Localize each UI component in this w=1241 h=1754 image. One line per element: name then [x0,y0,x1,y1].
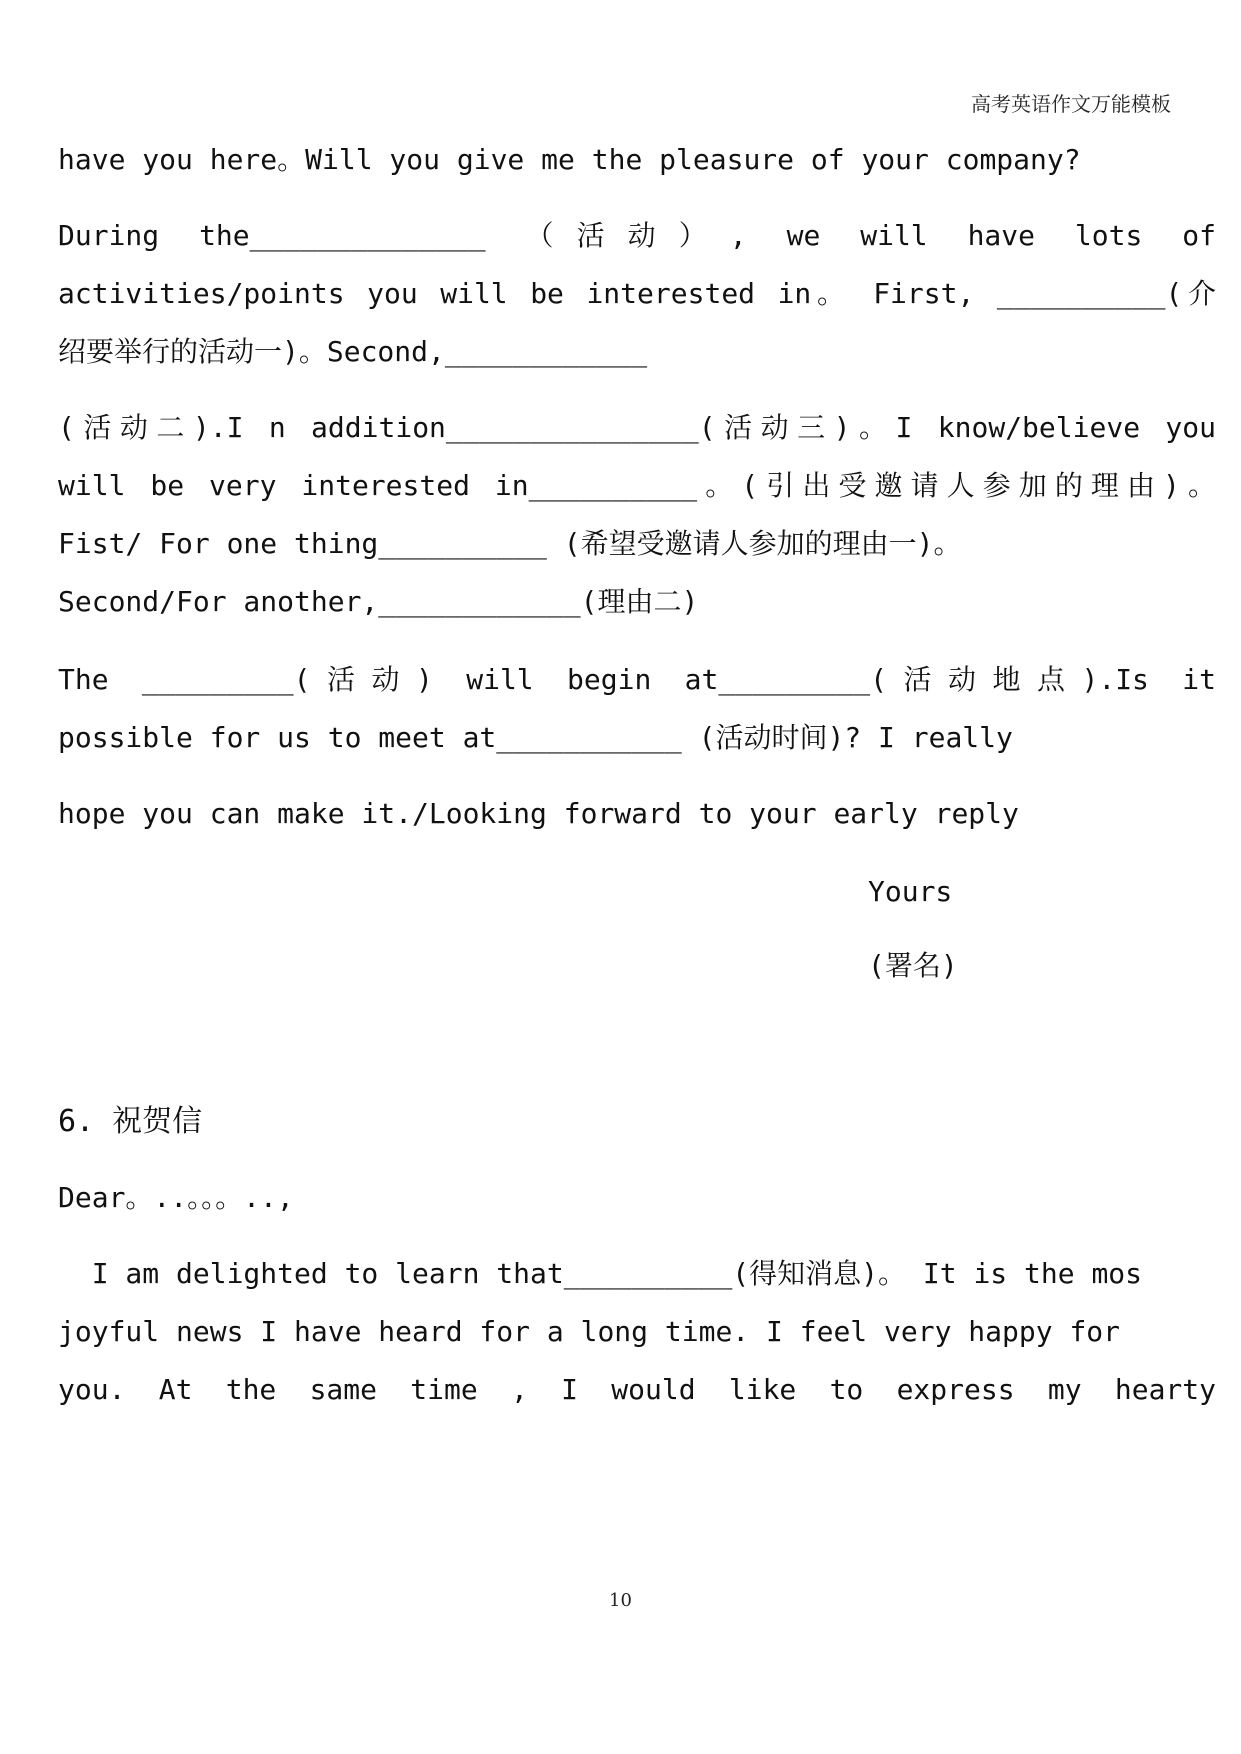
body-line: Fist/ For one thing__________ (希望受邀请人参加的理由一)。 [58,527,962,560]
letter-signature: (署名) [868,949,958,982]
body-line: you. At the same time , I would like to express my hearty [58,1373,1216,1406]
body-line: will be very interested in__________。(引出受邀请人参加的理由)。 [58,469,1216,502]
salutation: Dear。..。。。.., [58,1181,294,1214]
body-line: hope you can make it./Looking forward to your early reply [58,797,1019,830]
letter-closing: Yours [868,875,953,908]
running-header: 高考英语作文万能模板 [971,92,1171,116]
page-number: 10 [609,1590,632,1611]
body-line: 绍要举行的活动一)。Second,____________ [58,335,648,368]
body-line: have you here。Will you give me the pleasure of your company? [58,143,1081,176]
body-line: possible for us to meet at___________ (活动时间)? I really [58,721,1013,754]
body-line: I am delighted to learn that__________(得知消息)。 It is the mos [58,1257,1143,1290]
body-line: During the______________ （活动）, we will have lots of [58,219,1216,252]
body-line: activities/points you will be interested in。 First, __________(介 [58,277,1216,310]
body-line: The _________(活动) will begin at_________(活动地点).Is it [58,663,1216,696]
body-line: joyful news I have heard for a long time. I feel very happy for [58,1315,1121,1348]
section-heading: 6. 祝贺信 [58,1104,203,1139]
body-line: Second/For another,____________(理由二) [58,585,699,618]
body-line: (活动二).I n addition_______________(活动三)。I know/believe you [58,411,1216,444]
